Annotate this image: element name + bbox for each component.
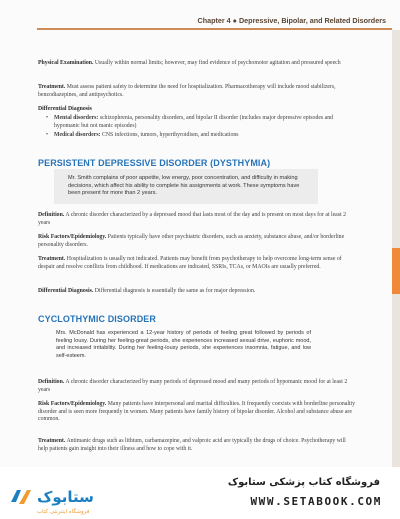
section-heading-pdd: PERSISTENT DEPRESSIVE DISORDER (DYSTHYMIA) [38,158,271,168]
dd-item-mental [46,115,354,130]
definition-text: A chronic disorder characterized by a depressed mood that lasts most of the day and is present on most days for at least 2 years [38,212,346,226]
dd-item-text: schizophrenia, personality disorders, and bipolar II disorder (includes major depressive episodes and hypomanic but not manic episodes) [54,115,333,129]
treatment-paragraph-pdd [38,256,356,271]
treatment-paragraph-prev [38,84,356,99]
dd-text: Differential diagnosis is essentially the same as for major depression. [93,288,256,294]
definition-paragraph-cyclo [38,379,356,394]
definition-label: Definition. [38,212,65,218]
physical-exam-text: Usually within normal limits; however, may find evidence of psychomotor agitation and pressured speech [93,60,341,66]
logo-text: ستابوک [37,488,94,506]
risk-text: Many patients have interpersonal and marital difficulties. It frequently coexists with borderline personality disorder and is seen more frequently in women. Many patients have family history of bipolar disorder. Alcohol and substance abuse are common. [38,401,356,423]
running-head: Chapter 4 ● Depressive, Bipolar, and Related Disorders [197,16,386,25]
case-vignette-pdd: Mr. Smith complains of poor appetite, low energy, poor concentration, and difficulty in making decisions, which affect his ability to complete his assignments at work. These symptoms have been present for more than 2 years. [54,169,318,204]
dd-label: Differential Diagnosis. [38,288,94,294]
case-vignette-cyclo: Mrs. McDonald has experienced a 12-year history of periods of feeling great followed by periods of feeling lousy. During her feeling-great periods, she experiences increased sexual drive, euphoric mood, and increased irritability. During her feeling-lousy periods, she experiences insomnia, fatigue, and low self-esteem. [56,330,311,359]
dd-heading: Differential Diagnosis [38,106,92,112]
section-heading-cyclo: CYCLOTHYMIC DISORDER [38,314,157,324]
risk-text: Patients typically have other psychiatric disorders, such as anxiety, substance abuse, and/or borderline personality disorders. [38,234,345,248]
risk-label: Risk Factors/Epidemiology. [38,234,107,240]
treatment-label: Treatment. [38,256,66,262]
physical-exam-label: Physical Examination. [38,60,94,66]
treatment-text: Antimanic drugs such as lithium, carbamazepine, and valproic acid are typically the drugs of choice. Psychotherapy will help patients gain insight into their illness and how to cope with it. [38,438,346,452]
risk-paragraph-pdd [38,234,356,249]
definition-paragraph-pdd [38,212,356,227]
dd-item-label: Medical disorders: [54,132,101,138]
dd-item-medical [46,132,354,140]
setabook-logo [7,482,97,516]
risk-paragraph-cyclo [38,401,356,424]
header-rule [37,28,392,30]
treatment-text-prev: Must assess patient safety to determine the need for hospitalization. Pharmacotherapy will include mood stabilizers, benzodiazepines, and antipsychotics. [38,84,336,98]
treatment-label-prev: Treatment. [38,84,66,90]
treatment-paragraph-cyclo [38,438,356,453]
dd-item-label: Mental disorders: [54,115,99,121]
store-url[interactable]: WWW.SETABOOK.COM [250,495,382,508]
definition-label: Definition. [38,379,65,385]
definition-text: A chronic disorder characterized by many periods of depressed mood and many periods of hypomanic mood for at least 2 years [38,379,348,393]
bullet-icon: • [46,115,49,121]
store-name: فروشگاه کتاب پزشکی ستابوک [227,477,380,488]
dd-item-text: CNS infections, tumors, hyperthyroidism, and medications [100,132,239,138]
dd-paragraph-pdd [38,288,356,296]
logo-subtext: فروشگاه اینترنتی کتاب [37,509,90,515]
right-margin-accent [392,248,400,294]
treatment-label: Treatment. [38,438,66,444]
bullet-icon: • [46,132,49,138]
treatment-text: Hospitalization is usually not indicated. Patients may benefit from psychotherapy to help overcome long-term sense of despair and resolve conflicts from childhood. If medications are indicated, SSRIs, TCAs, or MAOIs are usually preferred. [38,256,342,270]
physical-exam-paragraph [38,60,356,68]
risk-label: Risk Factors/Epidemiology. [38,401,107,407]
